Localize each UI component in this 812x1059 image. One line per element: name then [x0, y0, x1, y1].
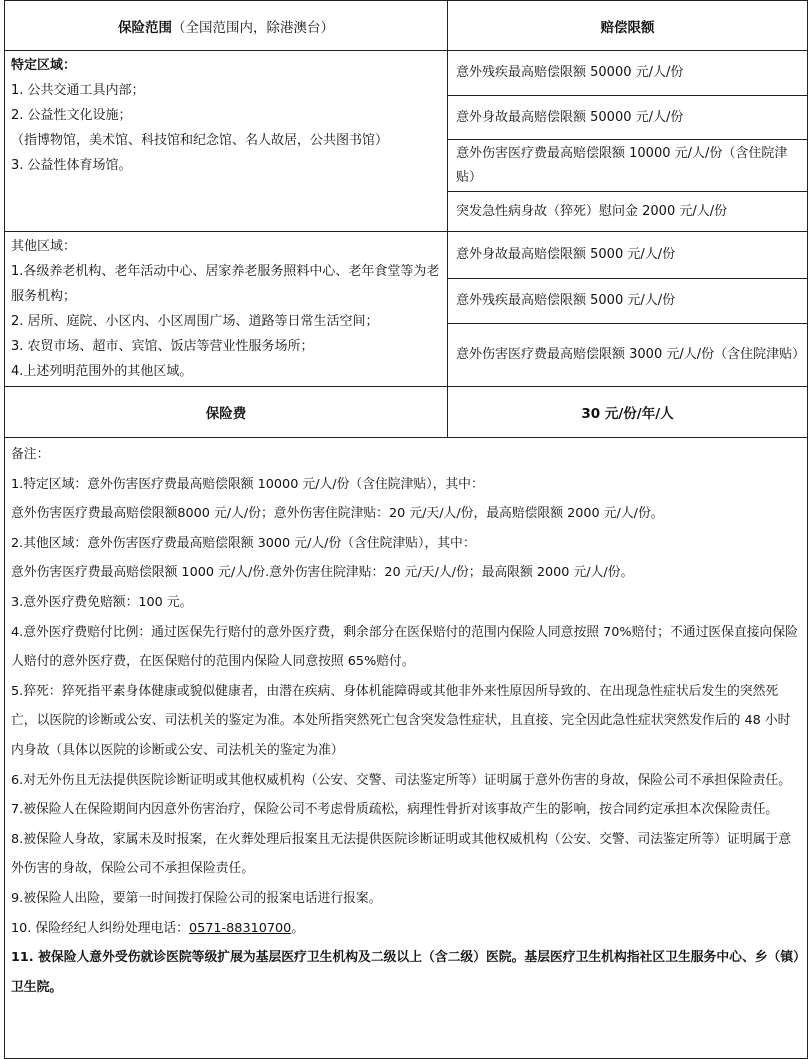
broker-phone-link[interactable]: 0571-88310700 [188, 920, 292, 936]
other-limit-cell [448, 279, 807, 323]
premium-value: 30 元/份/年/人 [581, 406, 674, 422]
note-line: 8.被保险人身故，家属未及时报案，在火葬处理后报案且无法提供医院诊断证明或其他权威机构（公安、交警、司法鉴定所等）证明属于意外伤害的身故，保险公司不承担保险责任。 [11, 831, 792, 877]
other-limit-cell [448, 324, 807, 386]
special-zone-cell [5, 53, 445, 178]
other-limit-text: 意外伤害医疗费最高赔偿限额 3000 元/人/份（含住院津贴） [456, 347, 806, 362]
special-zone-item: 1. 公共交通工具内部； [11, 83, 145, 98]
note-line: 7.被保险人在保险期间内因意外伤害治疗，保险公司不考虑骨质疏松，病理性骨折对该事故产生的影响，按合同约定承担本次保险责任。 [11, 802, 779, 818]
other-limit-text: 意外身故最高赔偿限额 5000 元/人/份 [456, 247, 676, 262]
note-line: 1.特定区域：意外伤害医疗费最高赔偿限额 10000 元/人/份（含住院津贴），其中： [11, 476, 484, 492]
premium-label: 保险费 [205, 406, 247, 422]
row-divider [4, 437, 808, 438]
scope-header [5, 1, 447, 50]
table-border-right [807, 0, 808, 1058]
special-limit-text: 意外残疾最高赔偿限额 50000 元/人/份 [456, 65, 684, 80]
note-line: 3.意外医疗费免赔额：100 元。 [11, 594, 193, 610]
note-line: 2.其他区域：意外伤害医疗费最高赔偿限额 3000 元/人/份（含住院津贴），其中： [11, 535, 476, 551]
broker-phone-suffix: 。 [291, 920, 305, 936]
note-line: 9.被保险人出险，要第一时间拨打保险公司的报案电话进行报案。 [11, 890, 382, 906]
premium-label-cell [5, 387, 447, 437]
note-line: 意外伤害医疗费最高赔偿限额8000 元/人/份；意外伤害住院津贴：20 元/天/人/份，最高赔偿限额 2000 元/人/份。 [11, 506, 664, 522]
note-line: 4.意外医疗费赔付比例：通过医保先行赔付的意外医疗费，剩余部分在医保赔付的范围内保险人同意按照 70%赔付；不通过医保直接向保险人赔付的意外医疗费，在医保赔付的范围内保险人同意按照 65%赔付。 [11, 624, 798, 670]
other-limit-cell [448, 232, 807, 278]
scope-header-subtitle: （全国范围内，除港澳台） [172, 19, 334, 36]
note-line: 6.对无外伤且无法提供医院诊断证明或其他权威机构（公安、交警、司法鉴定所等）证明属于意外伤害的身故，保险公司不承担保险责任。 [11, 772, 792, 788]
notes-section [5, 440, 807, 1002]
premium-value-cell [448, 387, 807, 437]
other-zone-title: 其他区域： [11, 239, 77, 254]
scope-header-title: 保险范围 [118, 19, 172, 36]
note-line: 意外伤害医疗费最高赔偿限额 1000 元/人/份.意外伤害住院津贴：20 元/天/人/份；最高限额 2000 元/人/份。 [11, 565, 634, 581]
broker-phone-label: 10. 保险经纪人纠纷处理电话： [11, 920, 189, 936]
special-limit-cell [448, 51, 807, 95]
compensation-header-title: 赔偿限额 [600, 19, 655, 36]
special-limit-text: 突发急性病身故（猝死）慰问金 2000 元/人/份 [456, 203, 728, 219]
special-limit-cell [448, 192, 807, 231]
broker-phone-line [11, 914, 803, 944]
note-line: 5.猝死：猝死指平素身体健康或貌似健康者，由潜在疾病、身体机能障碍或其他非外来性原因所导致的、在出现急性症状后发生的突然死亡，以医院的诊断或公安、司法机关的鉴定为准。本处所指突然死亡包含突发急性症状，且直接、完全因此急性症状突然发作后的 48 小时内身故（具体以医院的诊断或公安、司法机关的鉴定为准） [11, 683, 791, 758]
special-limit-cell [448, 96, 807, 139]
special-zone-item: 2. 公益性文化设施； [11, 108, 132, 123]
compensation-header [448, 1, 807, 50]
special-zone-item: （指博物馆，美术馆、科技馆和纪念馆、名人故居，公共图书馆） [11, 133, 389, 148]
special-limit-cell [448, 140, 807, 191]
other-zone-cell [5, 234, 445, 384]
other-zone-item: 2. 居所、庭院、小区内、小区周围广场、道路等日常生活空间； [11, 314, 379, 329]
special-limit-text: 意外伤害医疗费最高赔偿限额 10000 元/人/份（含住院津贴） [456, 145, 788, 185]
other-zone-item: 4.上述列明范围外的其他区域。 [11, 364, 193, 379]
other-limit-text: 意外残疾最高赔偿限额 5000 元/人/份 [456, 293, 676, 308]
note-line-bold: 11. 被保险人意外受伤就诊医院等级扩展为基层医疗卫生机构及二级以上（含二级）医院。基层医疗卫生机构指社区卫生服务中心、乡（镇）卫生院。 [11, 950, 800, 995]
other-zone-item: 3. 农贸市场、超市、宾馆、饭店等营业性服务场所； [11, 339, 314, 354]
special-limit-text: 意外身故最高赔偿限额 50000 元/人/份 [456, 109, 684, 125]
special-zone-item: 3. 公益性体育场馆。 [11, 158, 132, 173]
other-zone-item: 1.各级养老机构、老年活动中心、居家养老服务照料中心、老年食堂等为老服务机构； [11, 264, 440, 304]
notes-title: 备注： [11, 447, 50, 462]
special-zone-title: 特定区域： [11, 58, 77, 73]
insurance-coverage-table [4, 0, 808, 1058]
